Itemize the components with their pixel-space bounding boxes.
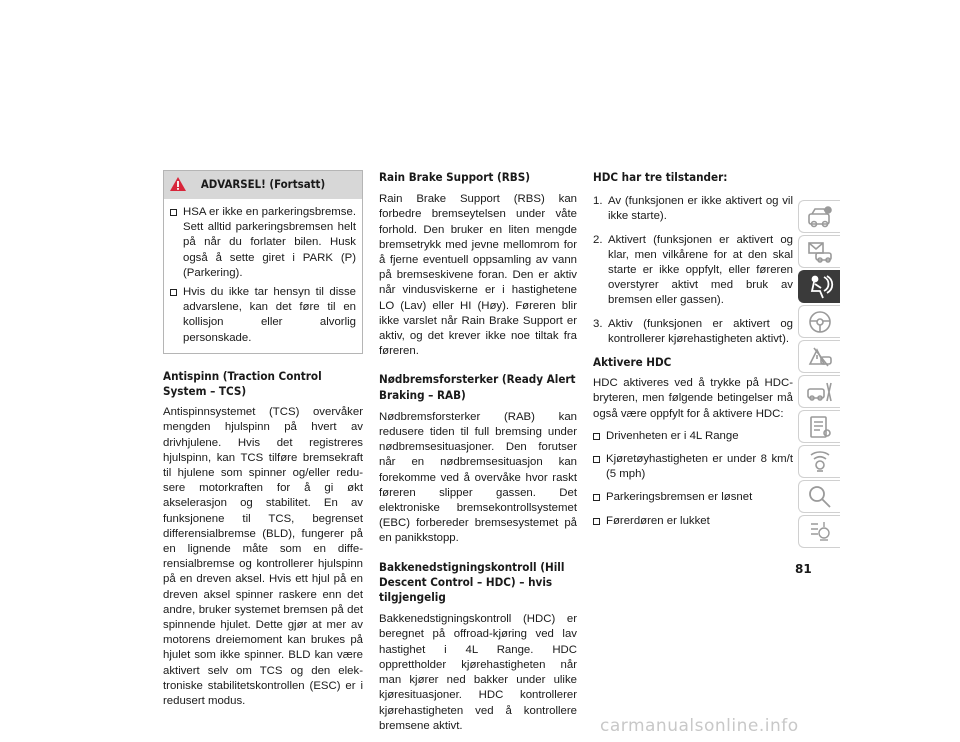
rbs-paragraph: Rain Brake Support (RBS) kan forbedre bremseytelsen under våte forhold. Den bruker en liten mengde bremsetrykk med jevne mellomrom for å fjerne eventuell oppsamling av vann på bremseskivene foran. Den er aktiv når vindusviskerne er i hastighetene LO (Lav) eller HI (Høy). Føreren blir ikke varslet når Rain Brake Support er aktiv, og det krever ikke noe tiltak fra føreren. xyxy=(379,193,577,358)
list-item: Førerdøren er lukket xyxy=(593,514,793,529)
list-item: 2. Aktivert (funksjonen er aktivert og klar, men vilkårene for at den skal starte er ikke oppfylt, eller føreren overstyrer aktivt med bruk av bremsen eller gassen). xyxy=(593,233,793,307)
activate-hdc-paragraph: HDC aktiveres ved å trykke på HDC-bryteren, men følgende betingelser må også være oppfylt for å aktivere HDC: xyxy=(593,377,793,420)
seat-airbag-icon xyxy=(806,274,834,300)
warning-car-icon xyxy=(806,344,834,370)
checkbox-bullet-icon xyxy=(170,289,177,296)
tab-car-mail[interactable] xyxy=(798,235,840,268)
watermark: carmanualsonline.info xyxy=(600,716,799,736)
multimedia-icon xyxy=(806,449,834,475)
list-item: 3. Aktiv (funksjonen er aktivert og kontrollerer kjørehastigheten aktivt). xyxy=(593,317,793,345)
tab-car-service[interactable] xyxy=(798,375,840,408)
checkbox-bullet-icon xyxy=(593,433,600,440)
rab-heading: Nødbremsforsterker (Ready Alert Braking – RAB) xyxy=(379,372,576,402)
list-item: Parkeringsbremsen er løsnet xyxy=(593,490,793,505)
tab-steering-wheel[interactable] xyxy=(798,305,840,338)
list-item: Drivenheten er i 4L Range xyxy=(593,429,793,444)
hdc-heading: Bakkenedstigningskontroll (Hill Descent Control – HDC) – hvis tilgjengelig xyxy=(379,559,565,605)
warning-title: ADVARSEL! (Fortsatt) xyxy=(200,177,326,192)
warning-triangle-icon xyxy=(169,176,187,192)
column-left xyxy=(163,170,363,709)
hdc-paragraph: Bakkenedstigningskontroll (HDC) er beregnet på offroad-kjøring ved lav hastighet i 4L Range. HDC opprettholder kjørehastigheten når man kjører ned bakker under ulike kjøresituasjoner. HDC kontrollerer kjørehastigheten ved å kontrollere bremsene aktivt. xyxy=(379,613,577,732)
checkbox-bullet-icon xyxy=(170,209,177,216)
index-icon xyxy=(806,519,834,545)
warning-body xyxy=(164,199,362,353)
warning-bullet: Hvis du ikke tar hensyn til disse advarslene, kan det føre til en kollisjon eller alvorlig personskade. xyxy=(170,285,356,346)
rab-paragraph: Nødbremsforsterker (RAB) kan redusere tiden til full bremsing under nødbremsesituasjoner. Den forutser når en nødbremsesituasjon kan forekomme ved å overvåke hvor raskt føreren slipper gassen. Det elektroniske bremsekontrollsystemet (EBC) forbereder bremsesystemet på en panikkstopp. xyxy=(379,410,577,545)
hdc-states-list xyxy=(593,194,793,347)
warning-header xyxy=(164,171,362,199)
page-number: 81 xyxy=(795,562,812,576)
list-item: 1. Av (funksjonen er ikke aktivert og vil ikke starte). xyxy=(593,195,793,223)
tab-warning-car[interactable] xyxy=(798,340,840,373)
column-middle xyxy=(379,170,577,734)
specifications-icon xyxy=(806,414,834,440)
chapter-tabs xyxy=(798,200,840,550)
tcs-heading: Antispinn (Traction Control System – TCS) xyxy=(163,368,322,399)
tab-multimedia[interactable] xyxy=(798,445,840,478)
list-item: Kjøretøyhastigheten er under 8 km/t (5 mph) xyxy=(593,452,793,482)
checkbox-bullet-icon xyxy=(593,494,600,501)
warning-bullet: HSA er ikke en parkeringsbremse. Sett alltid parkeringsbremsen helt på når du forlater bilen. Husk også å sette giret i PARK (P) (Parkering). xyxy=(170,205,356,281)
car-mail-icon xyxy=(806,239,834,265)
tab-magnifier[interactable] xyxy=(798,480,840,513)
steering-wheel-icon xyxy=(806,309,834,335)
hdc-states-heading: HDC har tre tilstander: xyxy=(593,170,728,184)
activate-hdc-heading: Aktivere HDC xyxy=(593,355,672,370)
warning-box xyxy=(163,170,363,354)
column-right xyxy=(593,170,793,537)
tab-index[interactable] xyxy=(798,515,840,548)
checkbox-bullet-icon xyxy=(593,456,600,463)
car-dashboard-icon xyxy=(806,204,834,230)
tcs-paragraph: Antispinnsystemet (TCS) overvåker mengden hjulspinn på hvert av drivhjulene. Hvis det registreres hjulspinn, kan TCS tilføre bremsekraft til hjulene som spinner og/eller redusere motorkraften for å gi økt akselerasjon og stabilitet. En av funksjonene til TCS, begrenset differensialbremse (BLD), fungerer på en lignende måte som en differensialbremse og kontrollerer hjulspinn på en dreven aksel. Hvis ett hjul på en dreven aksel spinner raskere enn det andre, bruker systemet bremsen på det spinnende hjulet. Dette gjør at mer av motorens dreiemoment kan brukes på hjulet som ikke spinner. BLD kan være aktivert selv om TCS og den elektroniske stabilitetskontrollen (ESC) er i redusert modus. xyxy=(163,406,363,708)
rbs-heading: Rain Brake Support (RBS) xyxy=(379,170,530,184)
checkbox-bullet-icon xyxy=(593,518,600,525)
tab-seat-airbag[interactable] xyxy=(798,270,840,303)
magnifier-icon xyxy=(806,484,834,510)
conditions-list xyxy=(593,429,793,529)
tab-car-dashboard[interactable] xyxy=(798,200,840,233)
tab-specifications[interactable] xyxy=(798,410,840,443)
car-service-icon xyxy=(806,379,834,405)
